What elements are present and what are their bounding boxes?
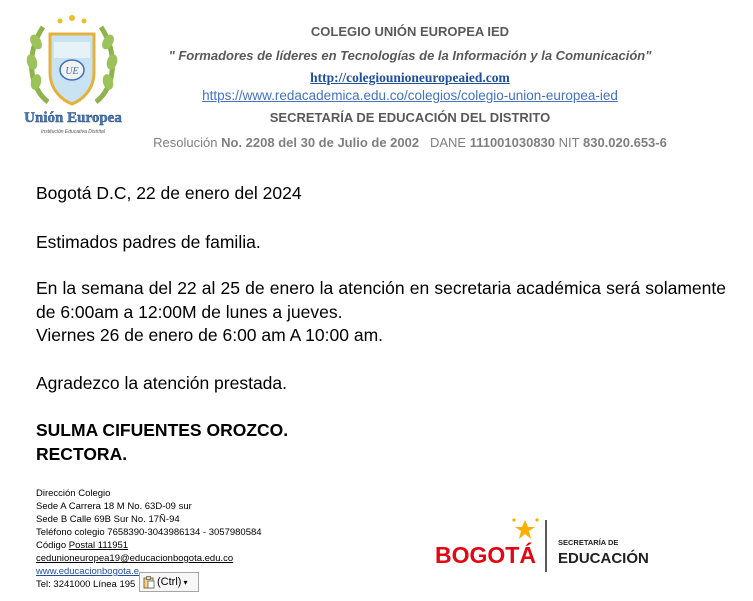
school-website-link[interactable]: http://colegiounioneuropeaied.com	[310, 70, 510, 85]
clipboard-icon	[143, 576, 155, 589]
school-logo	[8, 12, 138, 137]
resolucion-label: Resolución	[153, 135, 218, 150]
footer-phone: Teléfono colegio 7658390-3043986134 - 3057980584	[36, 527, 262, 538]
educacion-text: EDUCACIÓN	[558, 550, 649, 567]
nit-label: NIT	[558, 135, 580, 150]
signer-name: SULMA CIFUENTES OROZCO.	[36, 420, 289, 440]
footer-postal-prefix: Código	[36, 540, 67, 551]
signer-title: RECTORA.	[36, 444, 128, 464]
redacademica-link[interactable]: https://www.redacademica.edu.co/colegios/colegio-union-europea-ied	[202, 88, 618, 103]
school-name: COLEGIO UNIÓN EUROPEA IED	[310, 24, 510, 39]
letter-paragraph-friday: Viernes 26 de enero de 6:00 am A 10:00 am.	[36, 325, 384, 345]
logo-name-text: Unión Europea	[24, 110, 122, 126]
footer-sede-b: Sede B Calle 69B Sur No. 17Ñ-94	[36, 514, 180, 525]
bogota-secretaria-logo	[433, 516, 653, 576]
letter-thanks: Agradezco la atención prestada.	[36, 373, 287, 393]
secretaria-heading: SECRETARÍA DE EDUCACIÓN DEL DISTRITO	[269, 110, 551, 125]
svg-text:UE: UE	[65, 66, 79, 77]
paste-options-button[interactable]	[139, 572, 199, 592]
bogota-logo-icon	[433, 516, 653, 576]
resolucion-value: No. 2208 del 30 de Julio de 2002	[221, 135, 420, 150]
dane-value: 111001030830	[469, 135, 556, 150]
logo-subtitle-text: Institución Educativa Distrital	[41, 129, 105, 135]
letter-date: Bogotá D.C, 22 de enero del 2024	[36, 183, 302, 203]
chevron-down-icon: ▾	[183, 577, 188, 587]
bogota-wordmark: BOGOTÁ	[435, 542, 536, 568]
footer-postal	[36, 539, 262, 552]
footer-address-label: Dirección Colegio	[36, 488, 111, 499]
secretaria-small-text: SECRETARÍA DE	[558, 538, 619, 547]
nit-value: 830.020.653-6	[582, 135, 667, 150]
footer-sede-a: Sede A Carrera 18 M No. 63D-09 sur	[36, 501, 192, 512]
footer-web-link[interactable]: www.educacionbogota.e	[36, 566, 139, 577]
school-motto: " Formadores de líderes en Tecnologías de la Información y la Comunicación"	[168, 48, 652, 63]
letter-greeting: Estimados padres de familia.	[36, 232, 261, 252]
school-crest-icon	[8, 12, 138, 137]
footer-email-link[interactable]: cedunioneuropea19@educacionbogota.edu.co	[36, 553, 234, 564]
footer-tel: Tel: 3241000 Línea 195	[36, 579, 136, 590]
resolucion-line	[140, 135, 680, 150]
letter-paragraph: En la semana del 22 al 25 de enero la atención en secretaria académica será solamente de 6:00am a 12:00M de lunes a jueves.	[36, 278, 726, 322]
paste-options-label: (Ctrl)	[157, 576, 182, 588]
dane-label: DANE	[429, 135, 467, 150]
footer-postal-code: Postal 111951	[68, 540, 129, 551]
